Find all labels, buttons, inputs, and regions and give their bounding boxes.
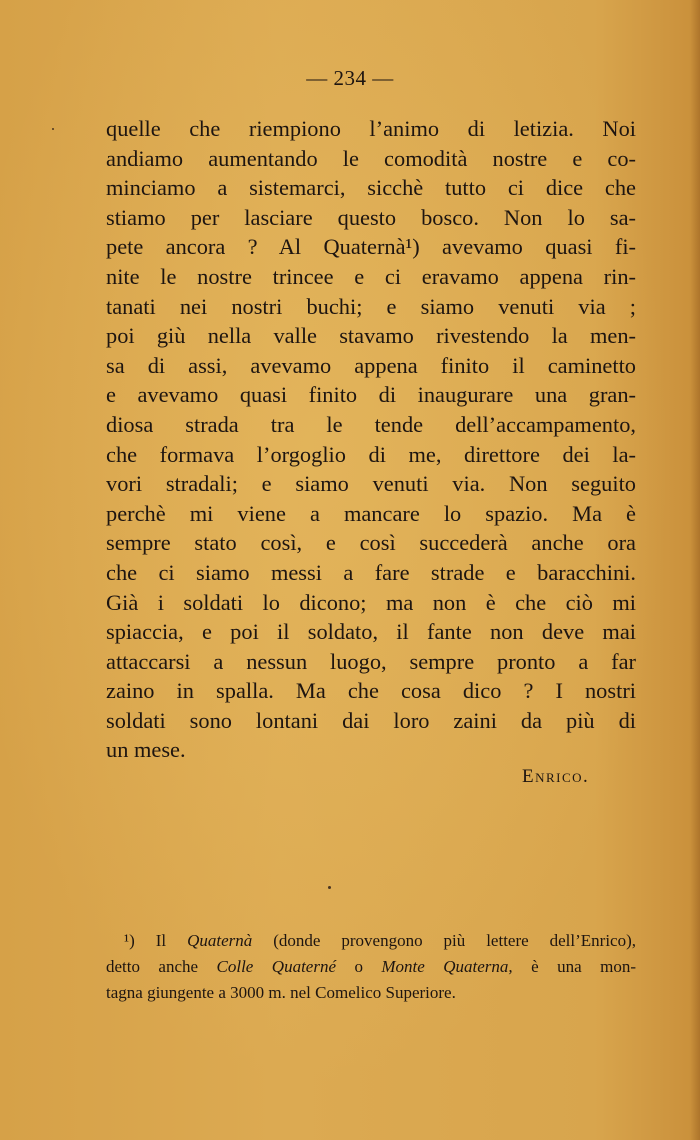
text-line: quelle che riempiono l’animo di letizia. Noi bbox=[106, 116, 636, 141]
ink-speck bbox=[52, 128, 54, 130]
text-line: un mese. bbox=[106, 737, 186, 763]
footnote bbox=[106, 928, 636, 1006]
text-line: tanati nei nostri buchi; e siamo venuti via ; bbox=[106, 293, 636, 319]
text-line: nite le nostre trincee e ci eravamo appena rin- bbox=[106, 263, 636, 289]
footnote-line: tagna giungente a 3000 m. nel Comelico Superiore. bbox=[106, 983, 456, 1002]
text-line: vori stradali; e siamo venuti via. Non seguito bbox=[106, 471, 636, 497]
signature: Enrico. bbox=[522, 766, 590, 787]
text-line: spiaccia, e poi il soldato, il fante non deve mai bbox=[106, 619, 636, 645]
text-line: e avevamo quasi finito di inaugurare una gran- bbox=[106, 382, 636, 408]
text-line: che formava l’orgoglio di me, direttore dei la- bbox=[106, 441, 636, 467]
ink-speck bbox=[328, 886, 331, 889]
text-line: minciamo a sistemarci, sicchè tutto ci dice che bbox=[106, 175, 636, 201]
footnote-line bbox=[106, 954, 636, 980]
footnote-line bbox=[106, 928, 636, 954]
text-line: poi giù nella valle stavamo rivestendo la men- bbox=[106, 323, 636, 349]
text-line: pete ancora ? Al Quaternà¹) avevamo quasi fi- bbox=[106, 234, 636, 260]
footnote-italic: Monte Quaterna, bbox=[381, 957, 513, 976]
main-text bbox=[106, 114, 636, 765]
page-edge-shadow bbox=[690, 0, 700, 1140]
footnote-text: è una mon- bbox=[512, 957, 636, 976]
text-line: sempre stato così, e così succederà anche ora bbox=[106, 530, 636, 556]
text-line: Già i soldati lo dicono; ma non è che ciò mi bbox=[106, 589, 636, 615]
text-line: che ci siamo messi a fare strade e baracchini. bbox=[106, 559, 636, 585]
text-line: sa di assi, avevamo appena finito il caminetto bbox=[106, 352, 636, 378]
page-number: — 234 — bbox=[306, 66, 394, 90]
footnote-text: o bbox=[336, 957, 382, 976]
text-line: soldati sono lontani dai loro zaini da più di bbox=[106, 707, 636, 733]
text-line: diosa strada tra le tende dell’accampamento, bbox=[106, 411, 636, 437]
footnote-text: (donde provengono più lettere dell’Enrico), bbox=[252, 931, 637, 950]
text-line: stiamo per lasciare questo bosco. Non lo sa- bbox=[106, 204, 636, 230]
footnote-italic: Colle Quaterné bbox=[216, 957, 336, 976]
footnote-text: detto anche bbox=[106, 957, 217, 976]
footnote-italic: Quaternà bbox=[187, 931, 253, 950]
text-line: andiamo aumentando le comodità nostre e co- bbox=[106, 145, 636, 171]
text-line: attaccarsi a nessun luogo, sempre pronto a far bbox=[106, 648, 636, 674]
text-line: perchè mi viene a mancare lo spazio. Ma è bbox=[106, 500, 636, 526]
text-line: zaino in spalla. Ma che cosa dico ? I nostri bbox=[106, 678, 636, 704]
footnote-marker: ¹) bbox=[124, 931, 135, 950]
footnote-text: Il bbox=[155, 931, 188, 950]
